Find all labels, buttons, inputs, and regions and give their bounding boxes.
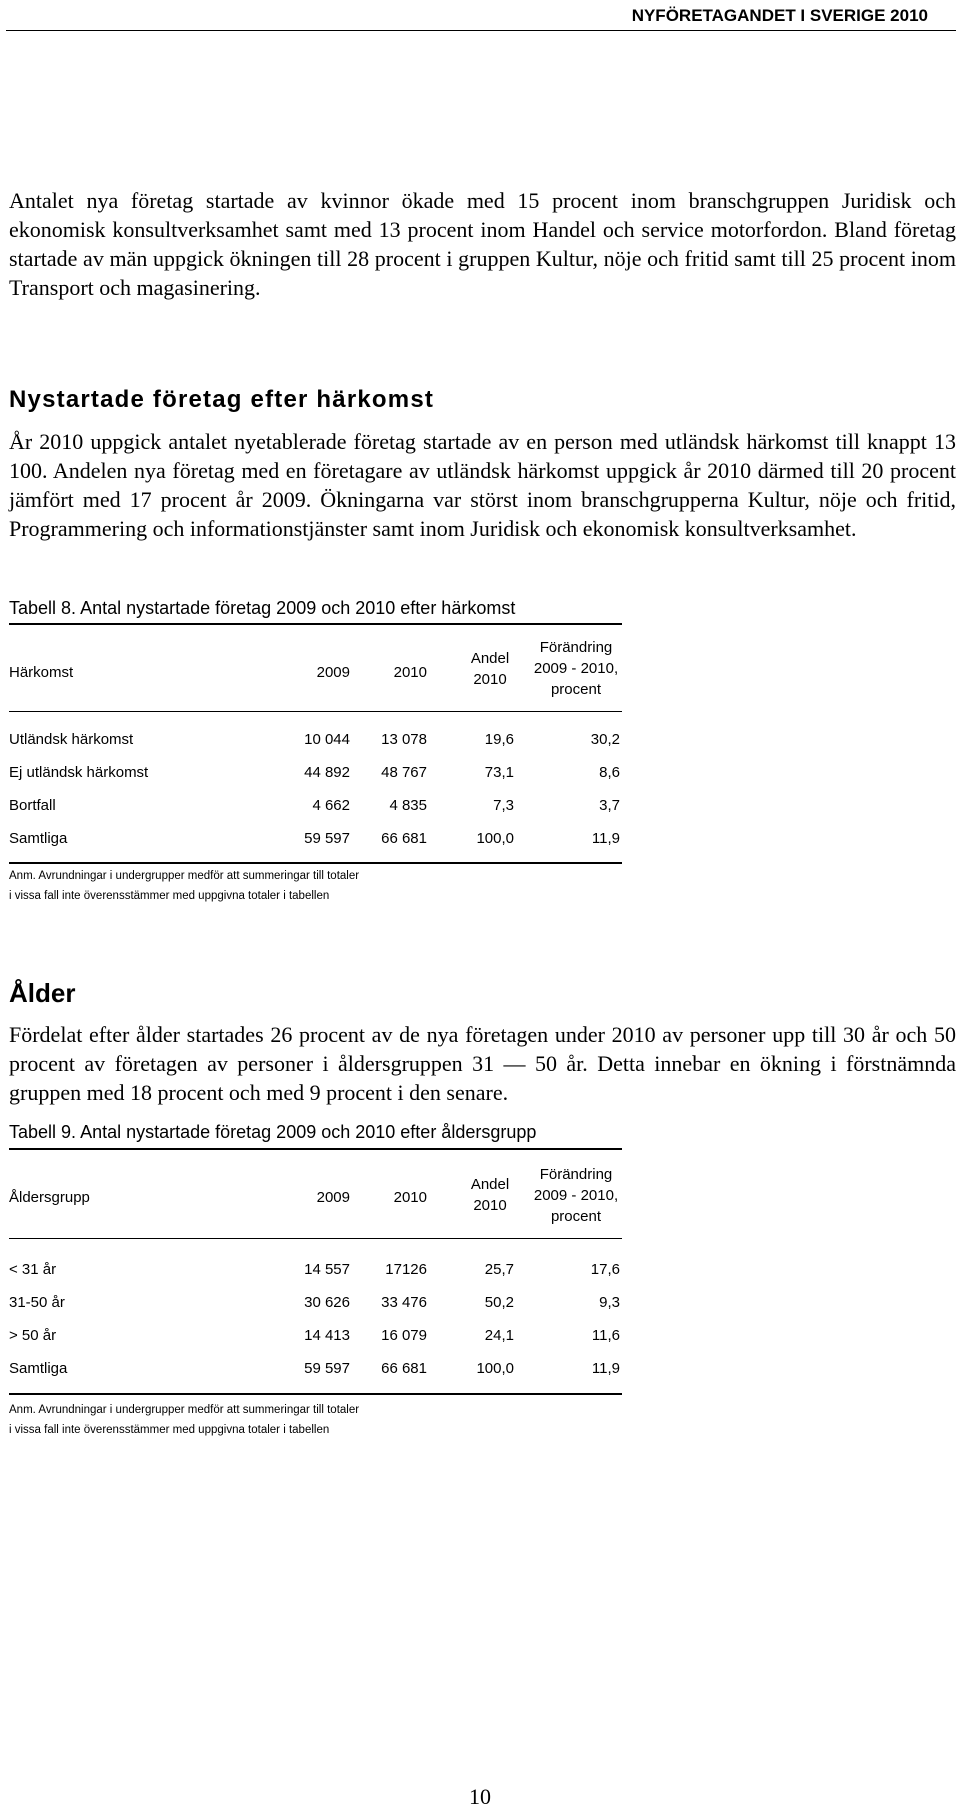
- table-8-row-2-share: 73,1: [484, 764, 514, 781]
- table-8-row-2-2009: 44 892: [304, 764, 350, 781]
- table-8-note: [9, 866, 359, 906]
- table-8-header-share-line2: 2010: [473, 671, 507, 688]
- age-paragraph: Fördelat efter ålder startades 26 procent av de nya företagen under 2010 av personer upp till 30 år och 50 procent av företagen av personer i åldersgruppen 31 — 50 år. Detta innebar en ökning i förstnämnda gruppen med 18 procent och med 9 procent i den senare.: [9, 1022, 956, 1105]
- table-9-row-1-share: 25,7: [484, 1261, 514, 1278]
- table-9-caption: [9, 1122, 536, 1143]
- table-8-header-share: [455, 648, 525, 690]
- table-9-row-2-2010: 33 476: [381, 1294, 427, 1311]
- table-8-row-3-2009: 4 662: [312, 797, 350, 814]
- table-8-row-1-share: 19,6: [484, 731, 514, 748]
- table-8-row-2-change: 8,6: [599, 764, 620, 781]
- table-9-top-rule: [9, 1148, 622, 1150]
- table-9-row-3-2009: 14 413: [304, 1327, 350, 1344]
- table-8-header-2009: 2009: [316, 664, 350, 681]
- table-9-note-line2: i vissa fall inte överensstämmer med uppgivna totaler i tabellen: [9, 1424, 330, 1436]
- table-8-row-4-2010: 66 681: [381, 830, 427, 847]
- table-8-row-1-2009: 10 044: [304, 731, 350, 748]
- table-8-row-2-label: Ej utländsk härkomst: [9, 764, 149, 781]
- table-8-header-2010: 2010: [393, 664, 427, 681]
- table-8-bottom-rule: [9, 862, 622, 864]
- table-9-row-4-share: 100,0: [476, 1360, 514, 1377]
- table-9-row-2-label: 31-50 år: [9, 1294, 65, 1311]
- table-8-header-change: [528, 637, 624, 700]
- origin-paragraph: År 2010 uppgick antalet nyetablerade företag startade av en person med utländsk härkomst till knappt 13 100. Andelen nya företag med en företagare av utländsk härkomst uppgick år 2010 därmed till 20 procent jämfört med 17 procent år 2009. Ökningarna var störst inom branschgrupperna Kultur, nöje och fritid, Programmering och informationstjänster samt inom Juridisk och ekonomisk konsultverksamhet.: [9, 429, 956, 541]
- table-8-row-4-2009: 59 597: [304, 830, 350, 847]
- table-9-note-line1: Anm. Avrundningar i undergrupper medför att summeringar till totaler: [9, 1404, 360, 1416]
- table-9-header-change-line2: 2009 - 2010,: [533, 1187, 619, 1204]
- table-9-row-2-share: 50,2: [484, 1294, 514, 1311]
- table-8-header-share-line1: Andel: [470, 650, 510, 667]
- table-9-row-4-2009: 59 597: [304, 1360, 350, 1377]
- section-heading-origin: Nystartade företag efter härkomst: [9, 386, 435, 413]
- table-9-header-share-line1: Andel: [470, 1176, 510, 1193]
- table-9-row-3-share: 24,1: [484, 1327, 514, 1344]
- table-8-caption-prefix: Tabell 8.: [9, 598, 77, 618]
- table-9-bottom-rule: [9, 1393, 622, 1395]
- table-8-row-3-share: 7,3: [493, 797, 514, 814]
- table-8-row-1-label: Utländsk härkomst: [9, 731, 134, 748]
- table-8-top-rule: [9, 623, 622, 625]
- table-8-caption: [9, 598, 515, 619]
- table-8-header-label: Härkomst: [9, 664, 74, 681]
- table-9-header-share-line2: 2010: [473, 1197, 507, 1214]
- table-9-row-2-2009: 30 626: [304, 1294, 350, 1311]
- table-9-caption-text: Antal nystartade företag 2009 och 2010 efter åldersgrupp: [80, 1122, 537, 1142]
- table-9-header-label: Åldersgrupp: [9, 1189, 90, 1206]
- table-8-header-rule: [9, 711, 622, 712]
- page-number: 10: [469, 1784, 491, 1809]
- table-9-row-4-label: Samtliga: [9, 1360, 68, 1377]
- table-8-header-change-line3: procent: [550, 681, 602, 698]
- header-rule: [6, 30, 956, 31]
- table-8-row-1-2010: 13 078: [381, 731, 427, 748]
- table-9-row-4-2010: 66 681: [381, 1360, 427, 1377]
- table-8-header-change-line1: Förändring: [539, 639, 613, 656]
- table-9-caption-prefix: Tabell 9.: [9, 1122, 77, 1142]
- table-8-row-3-change: 3,7: [599, 797, 620, 814]
- table-8-row-2-2010: 48 767: [381, 764, 427, 781]
- table-9-row-1-2009: 14 557: [304, 1261, 350, 1278]
- table-9-row-3-change: 11,6: [591, 1327, 620, 1344]
- table-9-header-rule: [9, 1238, 622, 1239]
- intro-paragraph: Antalet nya företag startade av kvinnor ökade med 15 procent inom branschgruppen Juridisk och ekonomisk konsultverksamhet samt med 13 procent inom Handel och service motorfordon. Bland företag startade av män uppgick ökningen till 28 procent i gruppen Kultur, nöje och fritid samt till 25 procent inom Transport och magasinering.: [9, 188, 956, 300]
- section-heading-age: Ålder: [9, 978, 76, 1008]
- table-9-row-3-label: > 50 år: [9, 1327, 57, 1344]
- table-9-row-1-label: < 31 år: [9, 1261, 57, 1278]
- table-8-row-4-label: Samtliga: [9, 830, 68, 847]
- table-8-note-line2: i vissa fall inte överensstämmer med uppgivna totaler i tabellen: [9, 890, 330, 902]
- table-8-row-3-2010: 4 835: [389, 797, 427, 814]
- table-9-header-change: [528, 1164, 624, 1227]
- table-8-note-line1: Anm. Avrundningar i undergrupper medför att summeringar till totaler: [9, 870, 360, 882]
- table-9-header-2009: 2009: [316, 1189, 350, 1206]
- table-8-header-change-line2: 2009 - 2010,: [533, 660, 619, 677]
- table-9-note: [9, 1400, 359, 1440]
- table-8-row-4-change: 11,9: [591, 830, 620, 847]
- table-9-row-1-change: 17,6: [590, 1261, 620, 1278]
- table-9-header-2010: 2010: [393, 1189, 427, 1206]
- table-8-row-1-change: 30,2: [590, 731, 620, 748]
- table-9-header-share: [455, 1174, 525, 1216]
- running-header: NYFÖRETAGANDET I SVERIGE 2010: [631, 6, 928, 25]
- table-9-row-1-2010: 17126: [385, 1261, 427, 1278]
- table-8-row-3-label: Bortfall: [9, 797, 56, 814]
- table-9-row-3-2010: 16 079: [381, 1327, 427, 1344]
- table-9-row-4-change: 11,9: [591, 1360, 620, 1377]
- table-8-row-4-share: 100,0: [476, 830, 514, 847]
- table-9-header-change-line3: procent: [550, 1208, 602, 1225]
- table-9-header-change-line1: Förändring: [539, 1166, 613, 1183]
- table-8-caption-text: Antal nystartade företag 2009 och 2010 efter härkomst: [80, 598, 516, 618]
- table-9-row-2-change: 9,3: [599, 1294, 620, 1311]
